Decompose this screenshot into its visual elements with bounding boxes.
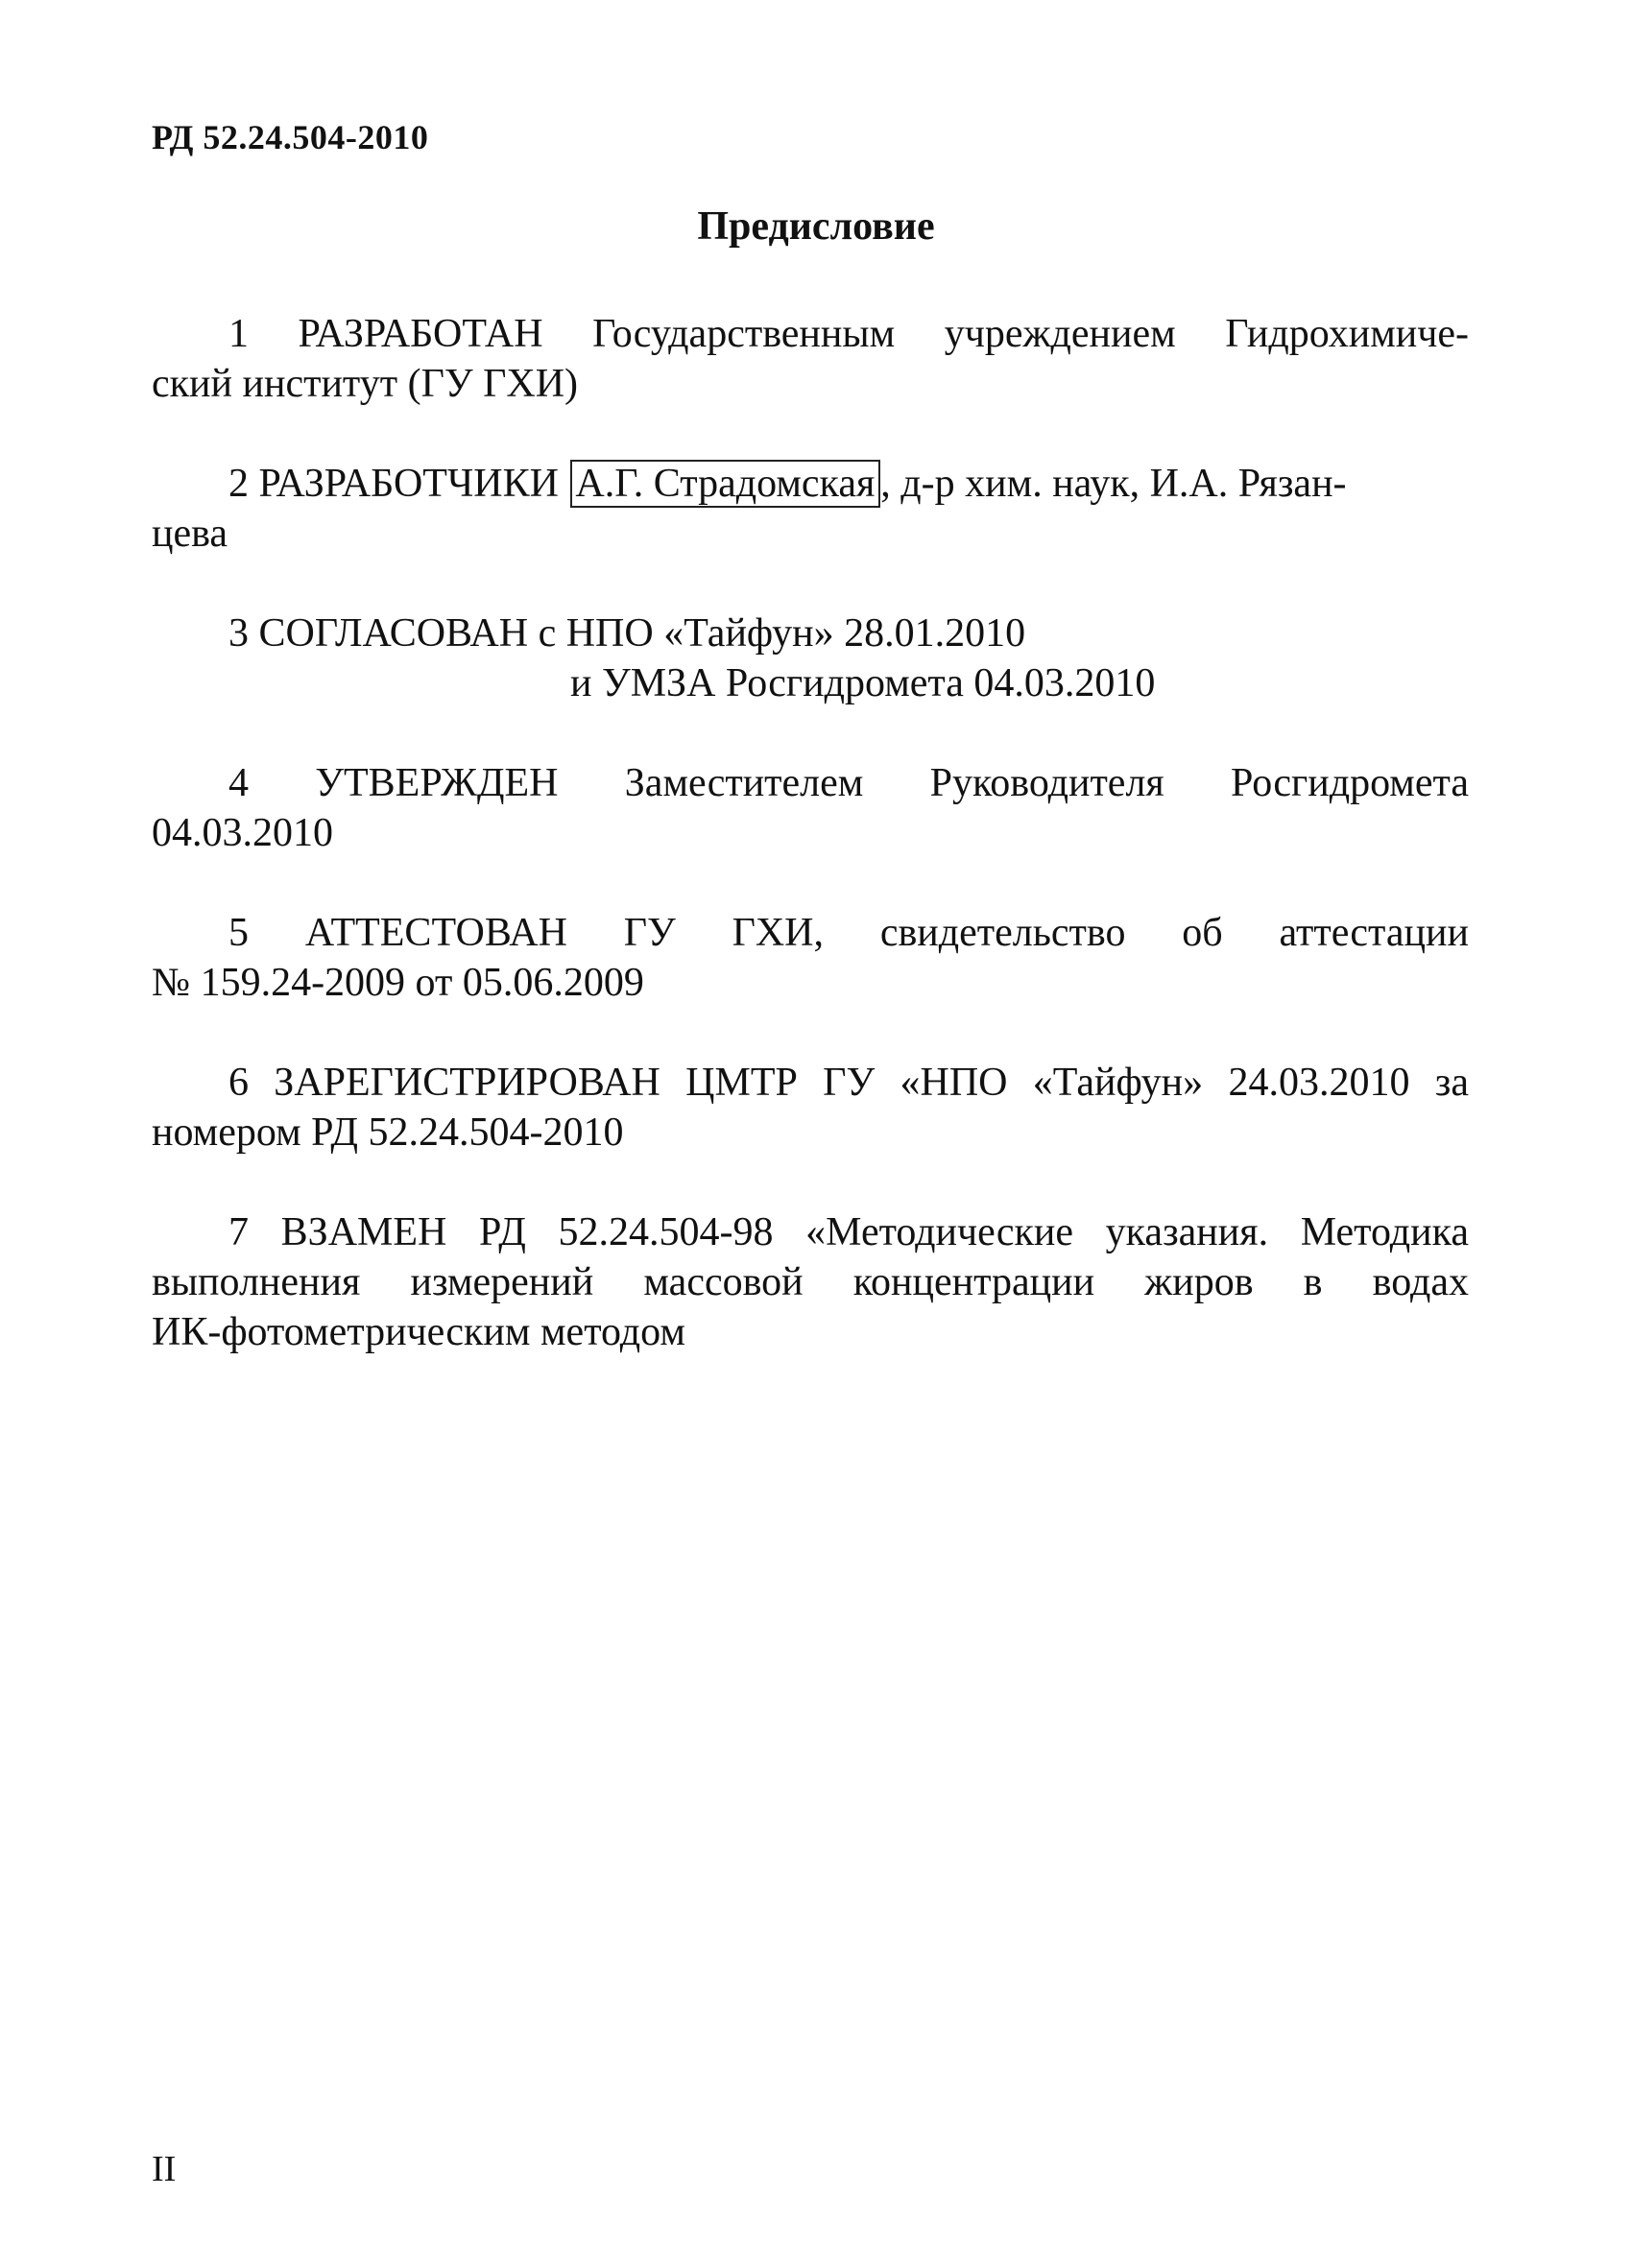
developers-prefix: 2 РАЗРАБОТЧИКИ [228, 462, 559, 506]
page-title: Предисловие [697, 204, 935, 249]
preface-item-agreed-line-1: 3 СОГЛАСОВАН с НПО «Тайфун» 28.01.2010 [228, 611, 1026, 656]
page-number: II [152, 2149, 177, 2189]
preface-item-certified [152, 908, 1469, 1008]
preface-item-approved-line-2: 04.03.2010 [152, 811, 333, 855]
preface-item-registered-line-1: 6 ЗАРЕГИСТРИРОВАН ЦМТР ГУ «НПО «Тайфун» 24.03.2010 за [228, 1061, 1469, 1105]
preface-item-registered [152, 1058, 1469, 1158]
preface-item-developed [152, 309, 1469, 409]
preface-item-developers [152, 459, 1469, 559]
preface-item-agreed-line-2: и УМЗА Росгидромета 04.03.2010 [570, 661, 1156, 705]
preface-item-replaces-line-1: 7 ВЗАМЕН РД 52.24.504-98 «Методические указания. Методика [228, 1210, 1469, 1254]
preface-item-developed-line-1: 1 РАЗРАБОТАН Государственным учреждением Гидрохимиче- [228, 312, 1469, 356]
preface-item-developed-line-2: ский институт (ГУ ГХИ) [152, 362, 579, 406]
preface-item-certified-line-1: 5 АТТЕСТОВАН ГУ ГХИ, свидетельство об аттестации [228, 911, 1469, 955]
developers-suffix: , д-р хим. наук, И.А. Рязан- [880, 462, 1347, 506]
document-code: РД 52.24.504-2010 [152, 118, 429, 156]
preface-item-approved [152, 758, 1469, 858]
preface-item-registered-line-2: номером РД 52.24.504-2010 [152, 1110, 624, 1155]
preface-item-agreed [152, 609, 1469, 708]
preface-item-approved-line-1: 4 УТВЕРЖДЕН Заместителем Руководителя Росгидромета [228, 761, 1469, 805]
preface-item-developers-line-2: цева [152, 512, 228, 556]
preface-item-replaces-line-3: ИК-фотометрическим методом [152, 1310, 685, 1354]
preface-item-replaces-line-2: выполнения измерений массовой концентрации жиров в водах [152, 1260, 1469, 1304]
preface-item-developers-line-1 [152, 459, 1469, 509]
preface-item-certified-line-2: № 159.24-2009 от 05.06.2009 [152, 961, 644, 1005]
developer-name-boxed: А.Г. Страдомская [570, 460, 880, 508]
preface-item-replaces [152, 1207, 1469, 1357]
